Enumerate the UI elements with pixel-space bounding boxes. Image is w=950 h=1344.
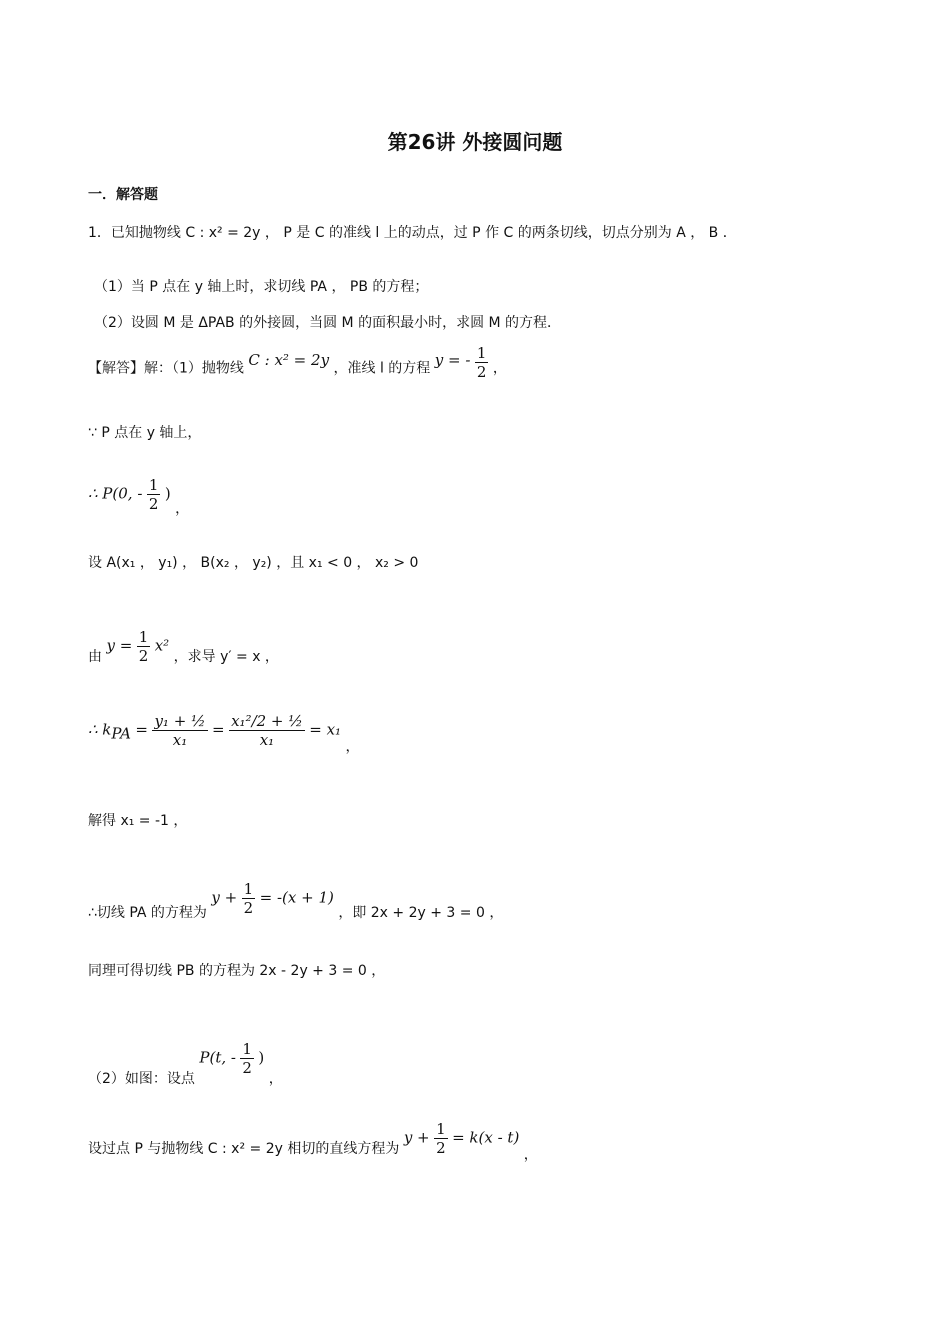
slope-fraction-1: [152, 712, 207, 749]
part2-line: [88, 1040, 283, 1087]
fraction-numerator: 1: [436, 1120, 446, 1138]
answer-line-1: [88, 344, 507, 387]
y-eq: y =: [106, 636, 133, 655]
question-1-part-1: （1）当 P 点在 y 轴上时，求切线 PA ， PB 的方程；: [94, 279, 429, 295]
x-squared: x²: [154, 636, 170, 655]
set-ab-line: 设 A(x₁ ， y₁) ， B(x₂ ， y₂) ，且 x₁ < 0 ， x₂ > 0: [88, 555, 419, 571]
from-text: 由: [88, 648, 102, 665]
fraction-denominator: x₁: [259, 731, 275, 749]
fraction-half: [242, 880, 256, 917]
fraction-numerator: y₁ + ½: [154, 712, 206, 730]
close-paren: ): [164, 484, 171, 503]
punct: ，: [492, 360, 507, 377]
question-1-part-2: （2）设圆 M 是 ΔPAB 的外接圆，当圆 M 的面积最小时，求圆 M 的方程．: [94, 315, 562, 331]
therefore-p-line: [88, 476, 190, 517]
solve-line: 解得 x₁ = -1 ，: [88, 813, 188, 829]
fraction-numerator: 1: [148, 476, 159, 494]
tangent-pa-line: [88, 880, 504, 921]
derivative-text: ，求导 y′ = x ，: [173, 648, 279, 665]
fraction-denominator: 2: [242, 1059, 252, 1077]
fraction-denominator: 2: [138, 647, 149, 665]
because-line: ∵ P 点在 y 轴上，: [88, 425, 202, 441]
slope-fraction-2: [229, 712, 305, 749]
section-heading: 一．解答题: [88, 187, 158, 203]
punct: ，: [345, 738, 360, 755]
tangent-rhs: = -(x + 1): [259, 888, 334, 907]
fraction-half: [137, 628, 151, 665]
point-p-param: P(t, -: [199, 1048, 236, 1067]
answer-prefix: 【解答】解：（1）抛物线: [88, 360, 244, 377]
fraction-denominator: 2: [476, 363, 487, 381]
fraction-denominator: 2: [436, 1139, 446, 1157]
close-paren: ): [258, 1048, 265, 1067]
tangent-pa-text: ∴切线 PA 的方程为: [88, 904, 207, 921]
fraction-half: [434, 1120, 448, 1157]
fraction-half: [240, 1040, 254, 1077]
part2-text: （2）如图：设点: [88, 1070, 195, 1087]
equals: =: [135, 720, 148, 739]
slope-result: = x₁: [309, 720, 342, 739]
parabola-expression: C : x² = 2y: [248, 350, 330, 369]
tangent-y: y +: [211, 888, 238, 907]
general-tangent-text: 设过点 P 与抛物线 C : x² = 2y 相切的直线方程为: [88, 1140, 400, 1157]
fraction-numerator: 1: [242, 1040, 252, 1058]
punct: ，: [175, 500, 190, 517]
directrix-text: ，准线 l 的方程: [333, 360, 431, 377]
fraction-numerator: 1: [476, 344, 487, 362]
fraction-denominator: 2: [148, 495, 159, 513]
slope-line: [88, 712, 360, 755]
general-rhs: = k(x - t): [452, 1128, 520, 1147]
fraction-numerator: x₁²/2 + ½: [231, 712, 303, 730]
tangent-pb-line: 同理可得切线 PB 的方程为 2x - 2y + 3 = 0 ，: [88, 963, 386, 979]
fraction-numerator: 1: [138, 628, 149, 646]
tangent-pa-general: ，即 2x + 2y + 3 = 0 ，: [338, 904, 504, 921]
fraction-half: [147, 476, 161, 513]
derivative-line: [88, 628, 279, 665]
point-p-expr: ∴ P(0, -: [88, 484, 143, 503]
directrix-eq: y = -: [434, 350, 471, 369]
general-y: y +: [403, 1128, 430, 1147]
equals: =: [212, 720, 225, 739]
fraction-numerator: 1: [243, 880, 254, 898]
punct: ，: [523, 1146, 538, 1163]
fraction-denominator: x₁: [172, 731, 188, 749]
fraction-denominator: 2: [243, 899, 254, 917]
general-tangent-line: [88, 1120, 538, 1163]
page-title: 第26讲 外接圆问题: [387, 130, 563, 154]
slope-subscript: PA: [111, 724, 131, 743]
fraction-half: [475, 344, 489, 381]
slope-symbol: ∴ k: [88, 720, 112, 739]
question-1: 1．已知抛物线 C : x² = 2y ， P 是 C 的准线 l 上的动点，过 P 作 C 的两条切线，切点分别为 A ， B ．: [88, 225, 737, 241]
punct: ，: [268, 1070, 283, 1087]
